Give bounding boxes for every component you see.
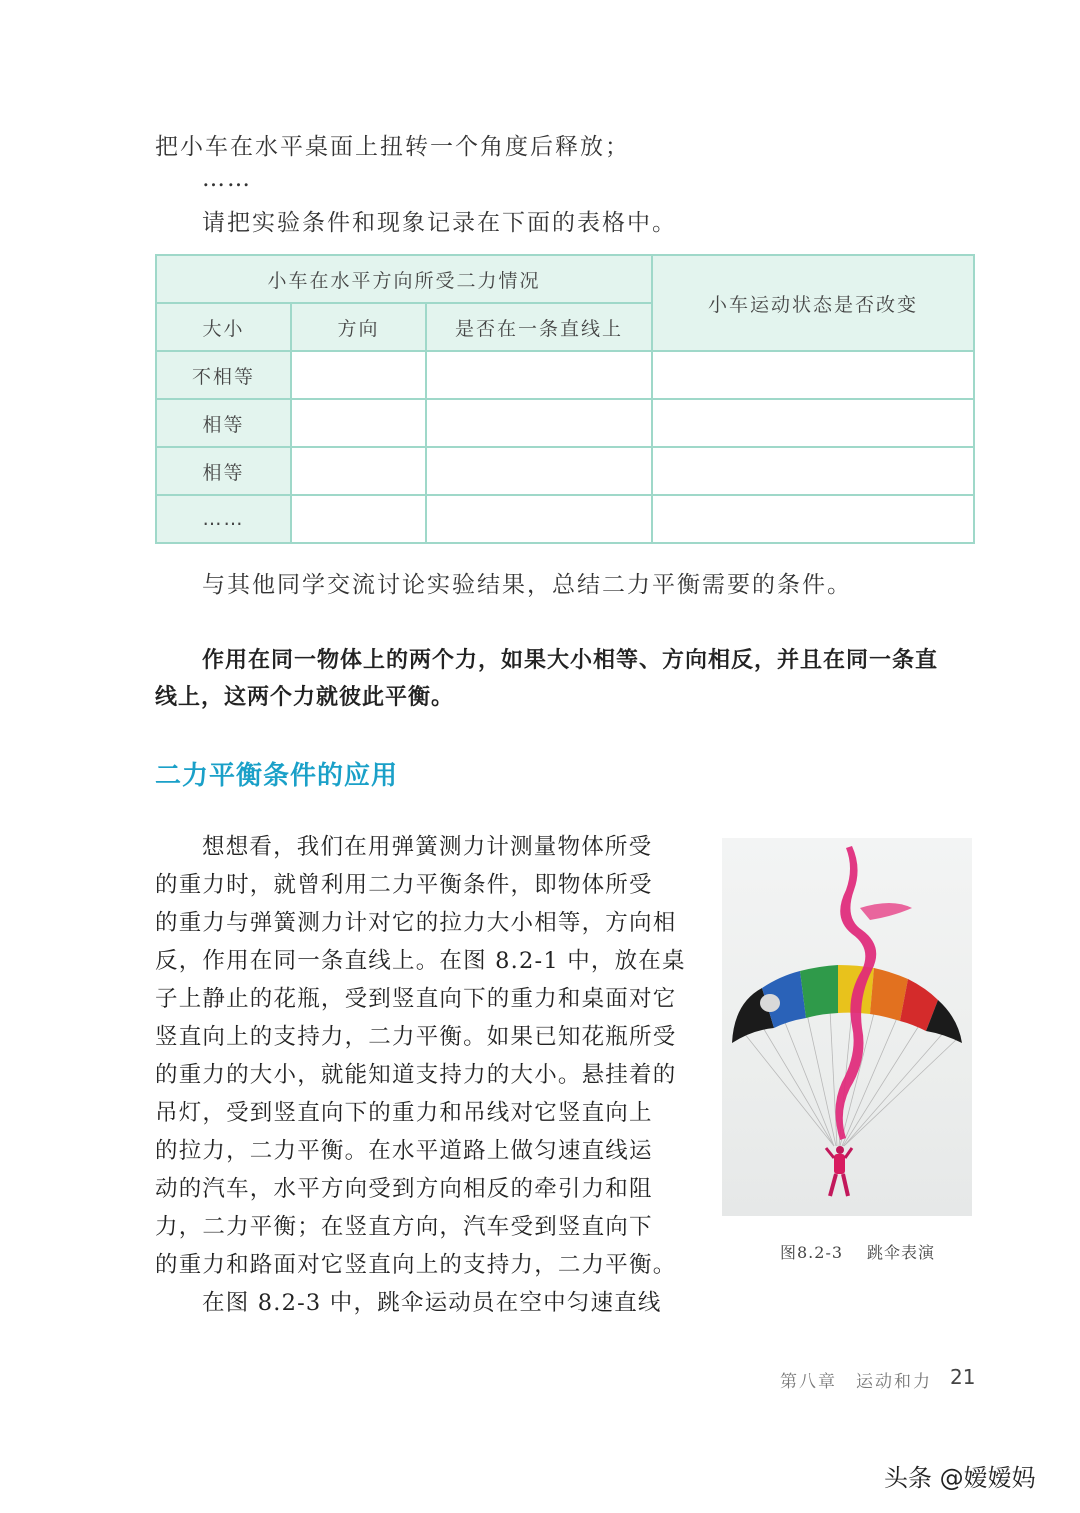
body-line: 想想看，我们在用弹簧测力计测量物体所受 (202, 834, 653, 860)
table-col-size: 大小 (156, 303, 291, 351)
body-line: 的重力和路面对它竖直向上的支持力，二力平衡。 (155, 1252, 677, 1278)
body-line: 在图 8.2-3 中，跳伞运动员在空中匀速直线 (202, 1290, 662, 1316)
table-col-direction: 方向 (291, 303, 426, 351)
table-row (156, 399, 974, 447)
parachute-photo (722, 838, 972, 1216)
body-line: 的重力的大小，就能知道支持力的大小。悬挂着的 (155, 1062, 677, 1088)
table-col-same-line: 是否在一条直线上 (426, 303, 652, 351)
body-line: 子上静止的花瓶，受到竖直向下的重力和桌面对它 (155, 986, 677, 1012)
body-line: 吊灯，受到竖直向下的重力和吊线对它竖直向上 (155, 1100, 653, 1126)
table-cell (291, 351, 426, 399)
discussion-text: 与其他同学交流讨论实验结果，总结二力平衡需要的条件。 (202, 572, 852, 598)
body-line: 反，作用在同一条直线上。在图 8.2-1 中，放在桌 (155, 948, 686, 974)
source-watermark: 头条 @嫒嫒妈 (884, 1464, 1036, 1492)
body-line: 力，二力平衡；在竖直方向，汽车受到竖直向下 (155, 1214, 653, 1240)
body-line: 的重力与弹簧测力计对它的拉力大小相等，方向相 (155, 910, 677, 936)
table-cell (652, 447, 974, 495)
body-line: 的重力时，就曾利用二力平衡条件，即物体所受 (155, 872, 653, 898)
table-row (156, 495, 974, 543)
body-line: 的拉力，二力平衡。在水平道路上做匀速直线运 (155, 1138, 653, 1164)
footer-chapter: 第八章 运动和力 (780, 1372, 932, 1392)
table-cell (426, 399, 652, 447)
figure-caption (780, 1240, 935, 1263)
table-cell (426, 495, 652, 543)
intro-ellipsis: …… (202, 166, 252, 192)
body-line: 动的汽车，水平方向受到方向相反的牵引力和阻 (155, 1176, 653, 1202)
table-cell (291, 495, 426, 543)
table-row-label: 不相等 (156, 351, 291, 399)
page-number: 21 (950, 1365, 976, 1389)
intro-line-3: 请把实验条件和现象记录在下面的表格中。 (202, 210, 677, 236)
body-line: 竖直向上的支持力，二力平衡。如果已知花瓶所受 (155, 1024, 677, 1050)
table-state-header: 小车运动状态是否改变 (652, 255, 974, 351)
section-heading: 二力平衡条件的应用 (155, 761, 399, 791)
canopy-logo-icon (760, 994, 780, 1012)
figure-number: 图8.2-3 (780, 1243, 844, 1262)
figure-title: 跳伞表演 (867, 1243, 936, 1262)
skydiver (826, 1146, 852, 1196)
conclusion-line-2: 线上，这两个力就彼此平衡。 (155, 685, 455, 710)
table-cell (652, 351, 974, 399)
experiment-table (155, 254, 975, 544)
conclusion-line-1: 作用在同一物体上的两个力，如果大小相等、方向相反，并且在同一条直 (202, 648, 939, 673)
table-row-label: …… (156, 495, 291, 543)
canopy-panel (800, 965, 838, 1018)
table-cell (652, 495, 974, 543)
intro-line-1: 把小车在水平桌面上扭转一个角度后释放； (155, 134, 630, 160)
table-cell (426, 351, 652, 399)
table-group-header: 小车在水平方向所受二力情况 (156, 255, 652, 303)
parachute-illustration (722, 838, 972, 1216)
table-cell (291, 447, 426, 495)
smoke-ribbon-flap (860, 903, 912, 920)
table-cell (426, 447, 652, 495)
table-row-label: 相等 (156, 399, 291, 447)
table-row (156, 447, 974, 495)
table-cell (652, 399, 974, 447)
table-row-label: 相等 (156, 447, 291, 495)
table-row (156, 351, 974, 399)
table-cell (291, 399, 426, 447)
